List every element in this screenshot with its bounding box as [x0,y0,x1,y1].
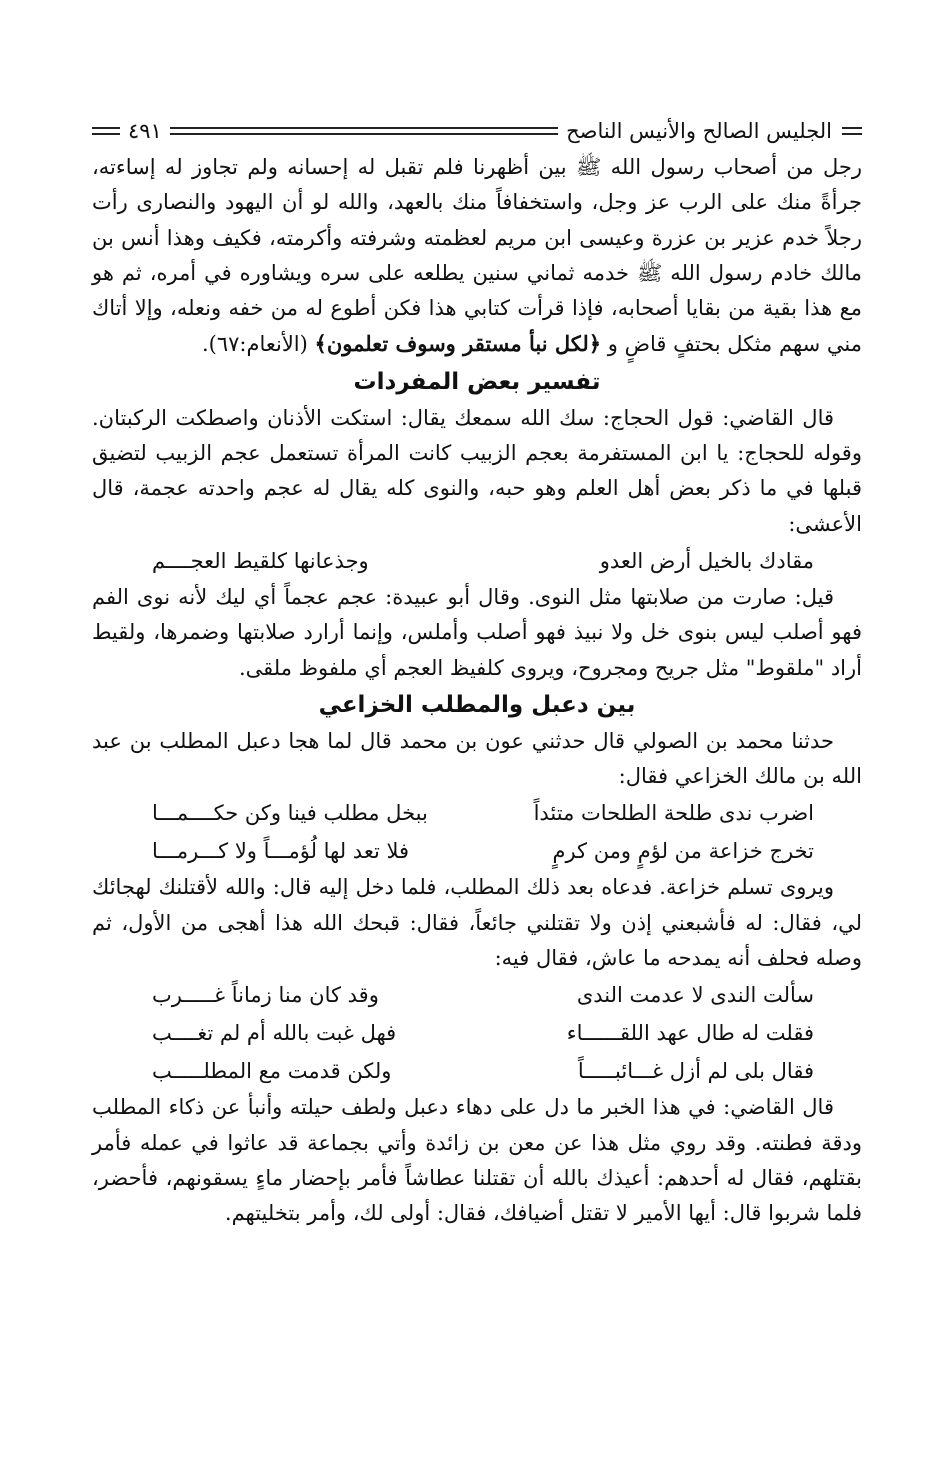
verse-first-hemistich: سألت الندى لا عدمت الندى [576,983,814,1008]
verse-second-hemistich: ولكن قدمت مع المطلـــــب [152,1059,392,1084]
verse-first-hemistich: تخرج خزاعة من لؤمٍ ومن كرمٍ [552,839,814,864]
dibil-paragraph-3: قال القاضي: في هذا الخبر ما دل على دهاء دعبل ولطف حيلته وأنبأ عن ذكاء المطلب ودقة فطنته. وقد روي مثل هذا عن معن بن زائدة وأتي بجماعة قد عاثوا في عمله فأمر بقتلهم، فقال له أحدهم: أعيذك بالله أن تقتلنا عطاشاً فأمر بإحضار ماءٍ يسقونهم، فأحضر، فلما شربوا قال: أيها الأمير لا تقتل أضيافك، فقال: أولى لك، وأمر بتخليتهم. [92,1095,862,1226]
header-rule-middle [170,127,558,135]
verse-second-hemistich: وقد كان منا زماناً غـــــرب [152,983,379,1008]
verse-second-hemistich: وجذعانها كلقيط العجــــم [152,548,369,573]
dibil-paragraph-2: ويروى تسلم خزاعة. فدعاه بعد ذلك المطلب، فلما دخل إليه قال: والله لأقتلنك لهجائك لي، فقال: له فأشبعني إذن ولا تقتلني جائعاً، فقال: قبحك الله هذا أهجى من الأول، ثم وصله فحلف أنه يمدحه ما عاش، فقال فيه: [92,875,862,971]
verse-second-hemistich: فلا تعد لها لُؤمـــاً ولا كـــرمـــا [152,839,410,864]
quran-quote: ﴿لكل نبأ مستقر وسوف تعلمون﴾ [314,331,602,357]
section-heading-vocabulary: تفسير بعض المفردات [353,368,601,395]
vocabulary-paragraph-2: قيل: صارت من صلابتها مثل النوى. وقال أبو عبيدة: عجم عجماً أي ليك لأنه نوى الفم فهو أصلب ليس بنوى خل ولا نبيذ فهو أصلب وأملس، وإنما أرارد صلابتها وضمرها، ولقيط أراد "ملقوط" مثل جريح ومجروح، ويروى كلفيظ العجم أي ملفوظ ملقى. [92,584,862,680]
verse-second-hemistich: فهل غبت بالله أم لم تغــــب [152,1021,397,1046]
verse-line [92,1052,862,1090]
dibil-paragraph-1: حدثنا محمد بن الصولي قال حدثني عون بن محمد قال لما هجا دعبل المطلب بن عبد الله بن مالك الخزاعي فقال: [92,728,862,789]
section-heading-dibil: بين دعبل والمطلب الخزاعي [318,691,636,718]
running-header [92,112,862,150]
verse-second-hemistich: ببخل مطلب فينا وكن حكــــمـــا [152,801,428,826]
verse-line [92,542,862,580]
verse-line [92,976,862,1014]
header-rule-left [92,127,120,135]
book-page [92,112,862,1232]
verse-first-hemistich: مقادك بالخيل أرض العدو [599,548,814,573]
verse-line [92,794,862,832]
page-number: ٤٩١ [128,119,162,143]
quran-citation: (الأنعام:٦٧). [201,332,315,357]
vocabulary-paragraph-1: قال القاضي: قول الحجاج: سك الله سمعك يقال: استكت الأذنان واصطكت الركبتان. وقوله للحجاج: يا ابن المستفرمة بعجم الزبيب كانت المرأة تستعمل عجم الزبيب لتضيق قبلها في ما ذكر بعض أهل العلم وهو حبه، والنوى كله يقال له عجم واحدته عجمة، قال الأعشى: [92,405,862,536]
verse-first-hemistich: اضرب ندى طلحة الطلحات متئداً [533,801,814,826]
verse-first-hemistich: فقال بلى لم أزل غـــائبـــــاً [577,1059,814,1084]
header-rule-right [842,127,862,135]
verse-line [92,1014,862,1052]
header-title: الجليس الصالح والأنيس الناصح [566,119,832,143]
intro-text: رجل من أصحاب رسول الله ﷺ بين أظهرنا فلم تقبل له إحسانه ولم تجاوز له إساءته، جرأةً منك على الرب عز وجل، واستخفافاً منك بالعهد، والله لو أن اليهود والنصارى رأت رجلاً خدم عزير بن عزرة وعيسى ابن مريم لعظمته وشرفته وأكرمته، فكيف وهذا أنس بن مالك خادم رسول الله ﷺ خدمه ثماني سنين يطلعه على سره ويشاوره في أمره، ثم هو مع هذا بقية من بقايا أصحابه، فإذا قرأت كتابي هذا فكن أطوع له من خفه ونعله، وإلا أتاك مني سهم مثكل بحتفٍ قاضٍ و [92,155,862,357]
verse-first-hemistich: فقلت له طال عهد اللقــــــاء [566,1021,814,1046]
verse-line [92,832,862,870]
intro-paragraph [92,150,862,363]
